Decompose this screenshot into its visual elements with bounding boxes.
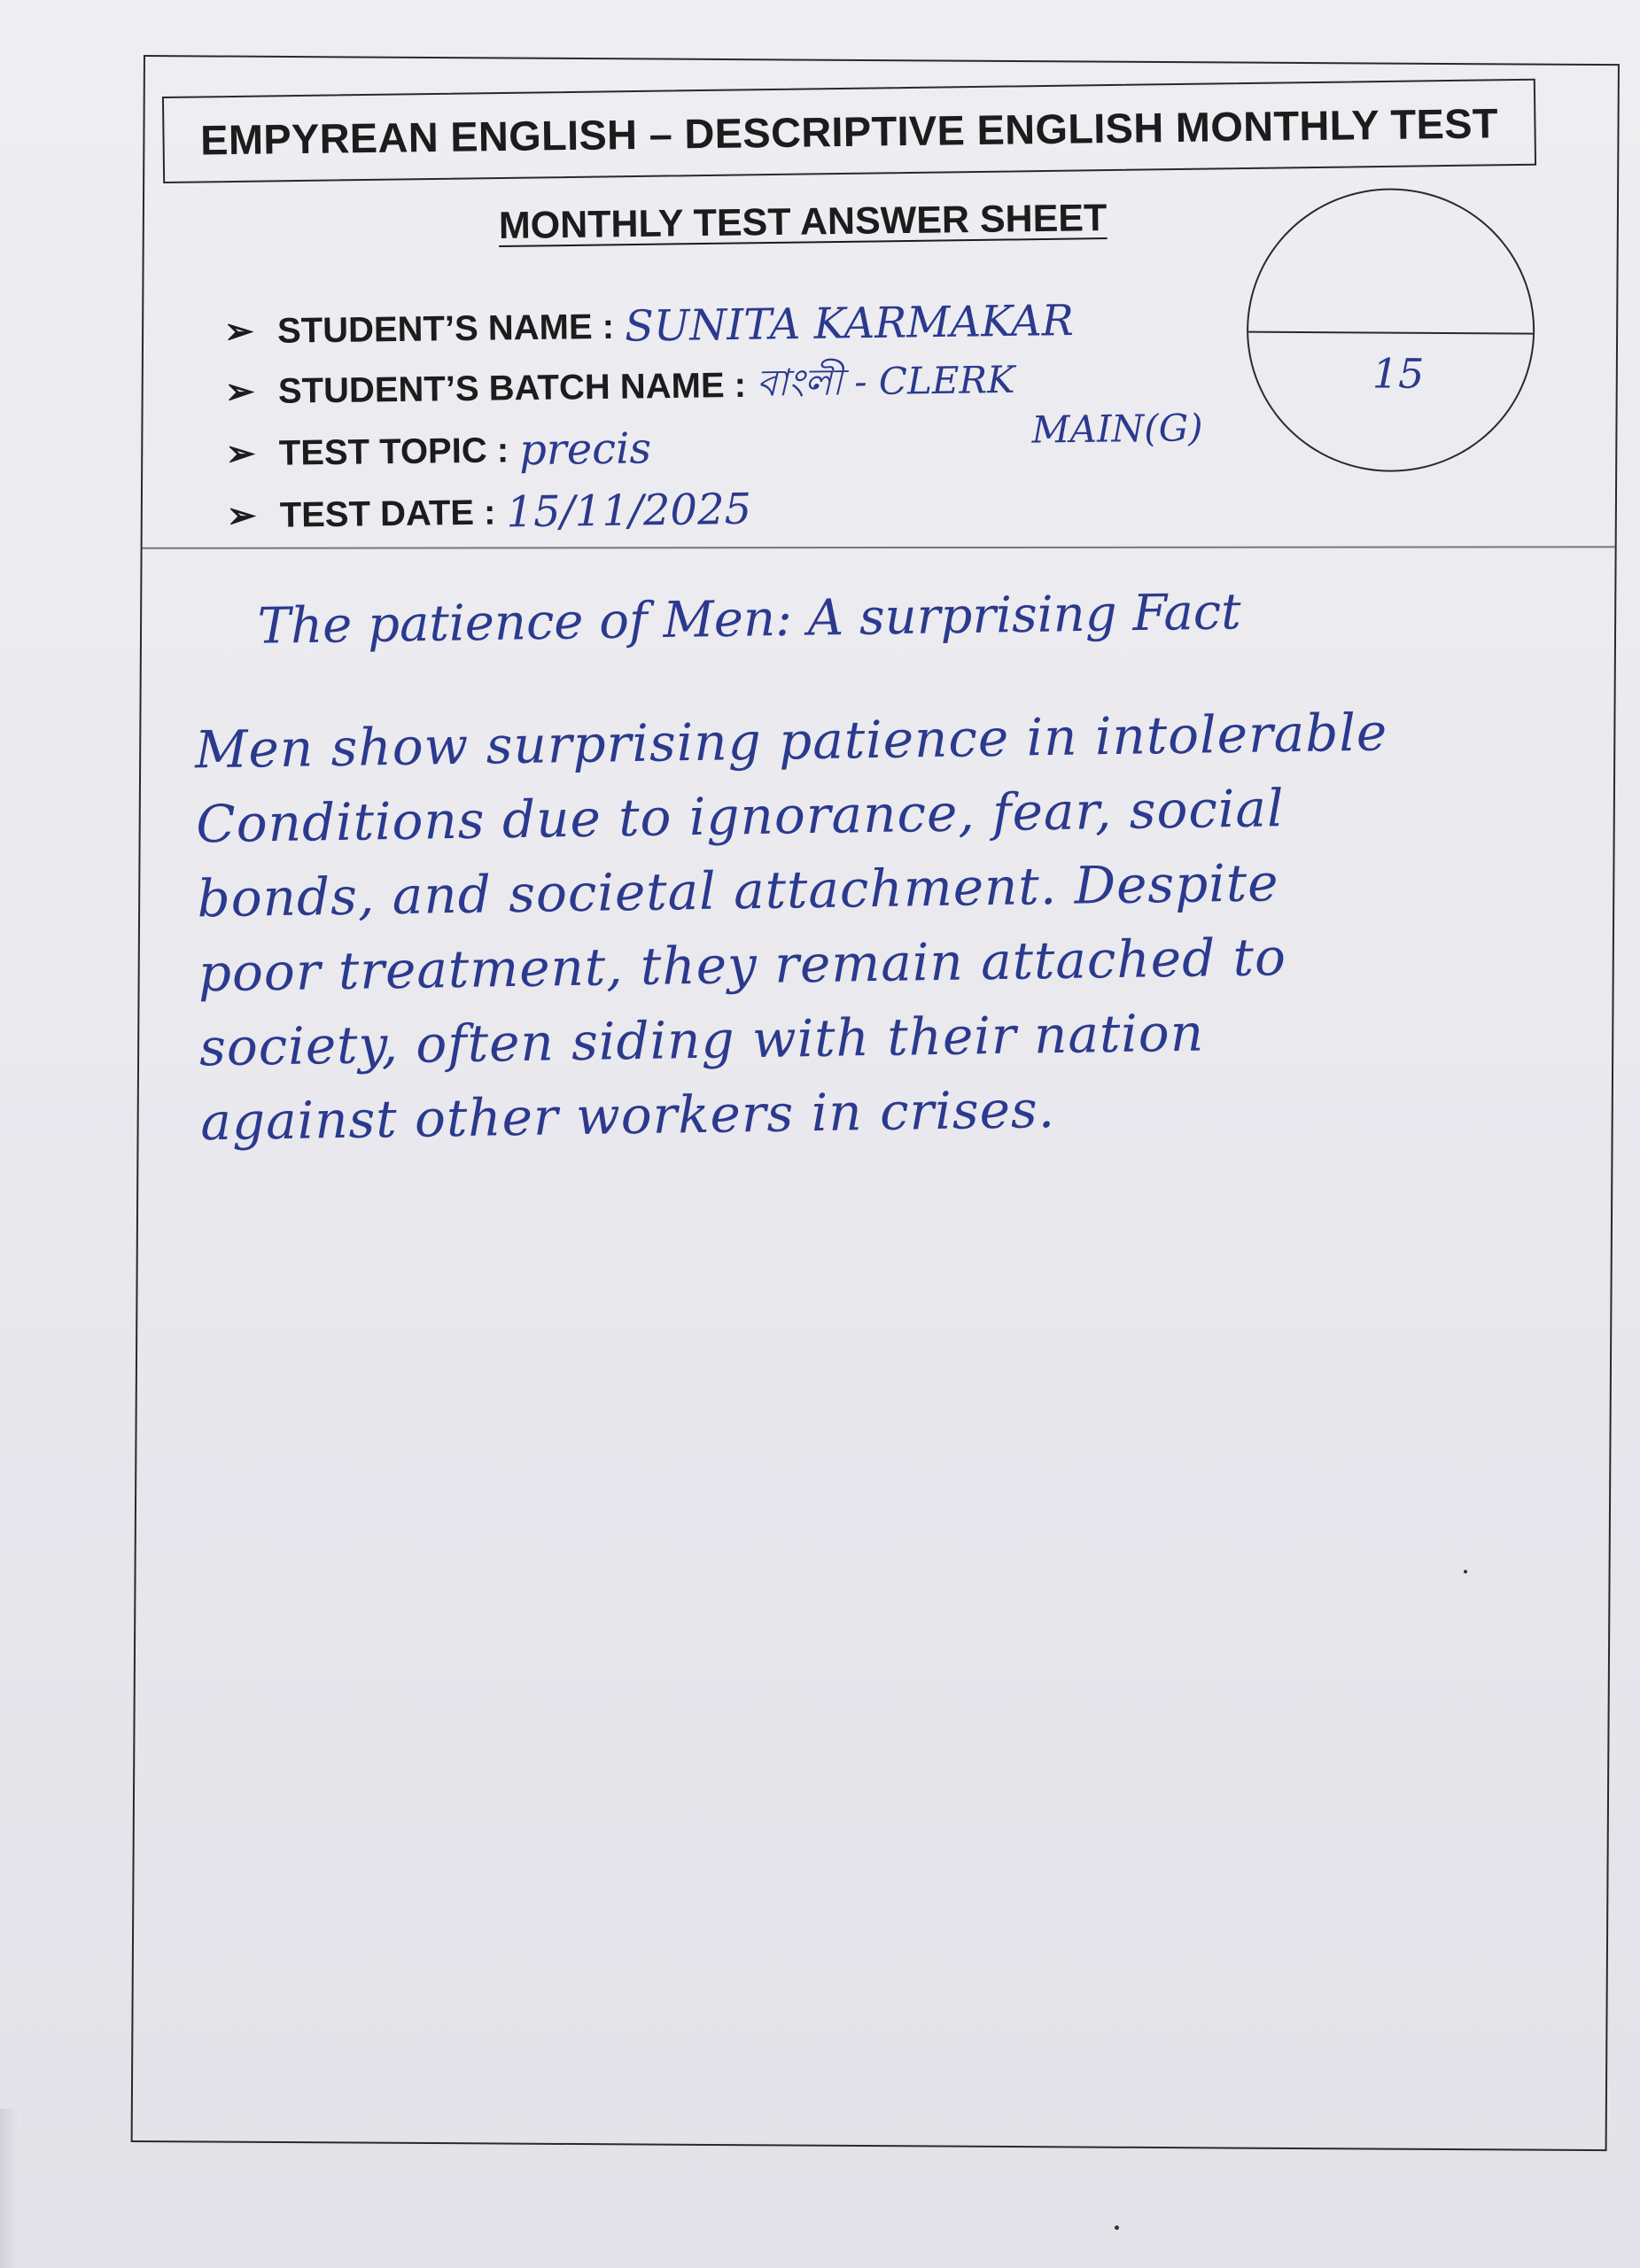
answer-line: poor treatment, they remain attached to — [198, 927, 1287, 1004]
paper-speck — [1115, 2225, 1119, 2230]
field-student-name — [224, 294, 1075, 359]
answer-line: Men show surprising patience in intolerable — [194, 702, 1388, 781]
test-topic-value: precis — [518, 423, 652, 476]
arrow-bullet-icon: ➢ — [224, 372, 255, 412]
sheet-subtitle: MONTHLY TEST ANSWER SHEET — [498, 197, 1108, 248]
answer-line: Conditions due to ignorance, fear, social — [195, 778, 1286, 855]
field-label: STUDENT’S BATCH NAME : — [277, 365, 747, 411]
score-divider — [1248, 331, 1533, 335]
arrow-bullet-icon: ➢ — [225, 434, 256, 474]
header-box — [162, 79, 1536, 183]
field-label: STUDENT’S NAME : — [276, 307, 615, 351]
field-batch-name — [225, 355, 1015, 419]
paper-speck — [1464, 1570, 1467, 1573]
answer-line: society, often siding with their nation — [198, 1002, 1205, 1078]
answer-body — [194, 693, 1556, 1160]
test-date-value: 15/11/2025 — [506, 484, 752, 538]
batch-name-value: বাংলী - CLERK — [756, 357, 1015, 405]
answer-sheet — [131, 55, 1620, 2151]
field-label: TEST DATE : — [279, 493, 496, 535]
student-name-value: SUNITA KARMAKAR — [624, 296, 1075, 352]
batch-name-value-line2: MAIN(G) — [1031, 406, 1203, 452]
field-label: TEST TOPIC : — [278, 430, 509, 473]
arrow-bullet-icon: ➢ — [223, 312, 254, 352]
score-value: 15 — [1372, 349, 1425, 398]
answer-line: against other workers in crises. — [199, 1079, 1056, 1153]
answer-line: bonds, and societal attachment. Despite — [197, 852, 1279, 929]
test-title: EMPYREAN ENGLISH – DESCRIPTIVE ENGLISH MONTHLY TEST — [199, 98, 1499, 163]
answer-heading: The patience of Men: A surprising Fact — [257, 583, 1242, 656]
arrow-bullet-icon: ➢ — [226, 496, 257, 536]
score-circle — [1246, 188, 1535, 473]
field-test-topic — [225, 422, 651, 480]
student-details — [223, 274, 1290, 589]
field-test-date — [226, 483, 751, 543]
underlying-page-edge — [0, 2109, 19, 2268]
